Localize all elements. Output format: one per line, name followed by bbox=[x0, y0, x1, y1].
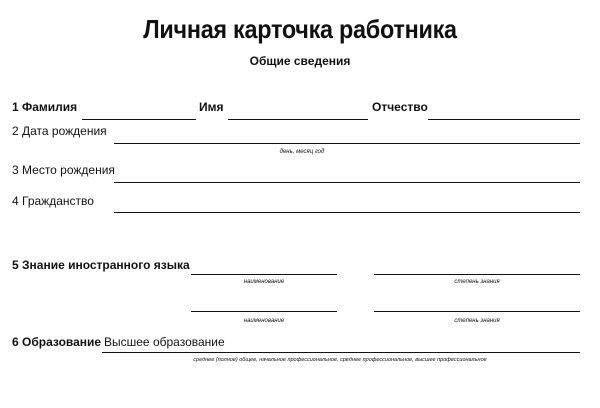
name-label: Имя bbox=[199, 100, 224, 114]
patronymic-line[interactable] bbox=[428, 119, 580, 120]
language-level-hint-2: степень знания bbox=[454, 318, 500, 324]
language-label: 5 Знание иностранного языка bbox=[12, 258, 190, 272]
name-line[interactable] bbox=[228, 119, 368, 120]
birthplace-label: 3 Место рождения bbox=[12, 163, 115, 177]
language-level-hint-1: степень знания bbox=[454, 279, 500, 285]
education-line[interactable] bbox=[102, 352, 580, 353]
language-level-line-1[interactable] bbox=[374, 274, 580, 275]
language-name-hint-2: наименование bbox=[243, 318, 285, 324]
education-hint: среднее (полное) общее, начальное профессиональное, среднее профессиональное, высшее профессиональное bbox=[193, 357, 487, 363]
citizenship-line[interactable] bbox=[114, 212, 580, 213]
surname-line[interactable] bbox=[82, 119, 196, 120]
language-name-line-2[interactable] bbox=[191, 311, 337, 312]
birthplace-line[interactable] bbox=[114, 182, 580, 183]
citizenship-label: 4 Гражданство bbox=[12, 194, 94, 208]
language-level-line-2[interactable] bbox=[374, 311, 580, 312]
language-name-line-1[interactable] bbox=[191, 274, 337, 275]
birthdate-label: 2 Дата рождения bbox=[12, 124, 107, 138]
education-value[interactable]: Высшее образование bbox=[104, 335, 225, 349]
surname-label: 1 Фамилия bbox=[12, 100, 78, 114]
language-name-hint-1: наименование bbox=[243, 279, 285, 285]
patronymic-label: Отчество bbox=[372, 100, 428, 114]
document-subtitle: Общие сведения bbox=[249, 54, 351, 68]
education-label: 6 Образование bbox=[12, 335, 102, 349]
birthdate-line[interactable] bbox=[114, 143, 580, 144]
document-title: Личная карточка работника bbox=[143, 14, 457, 44]
birthdate-hint: день, месяц год bbox=[279, 149, 325, 155]
